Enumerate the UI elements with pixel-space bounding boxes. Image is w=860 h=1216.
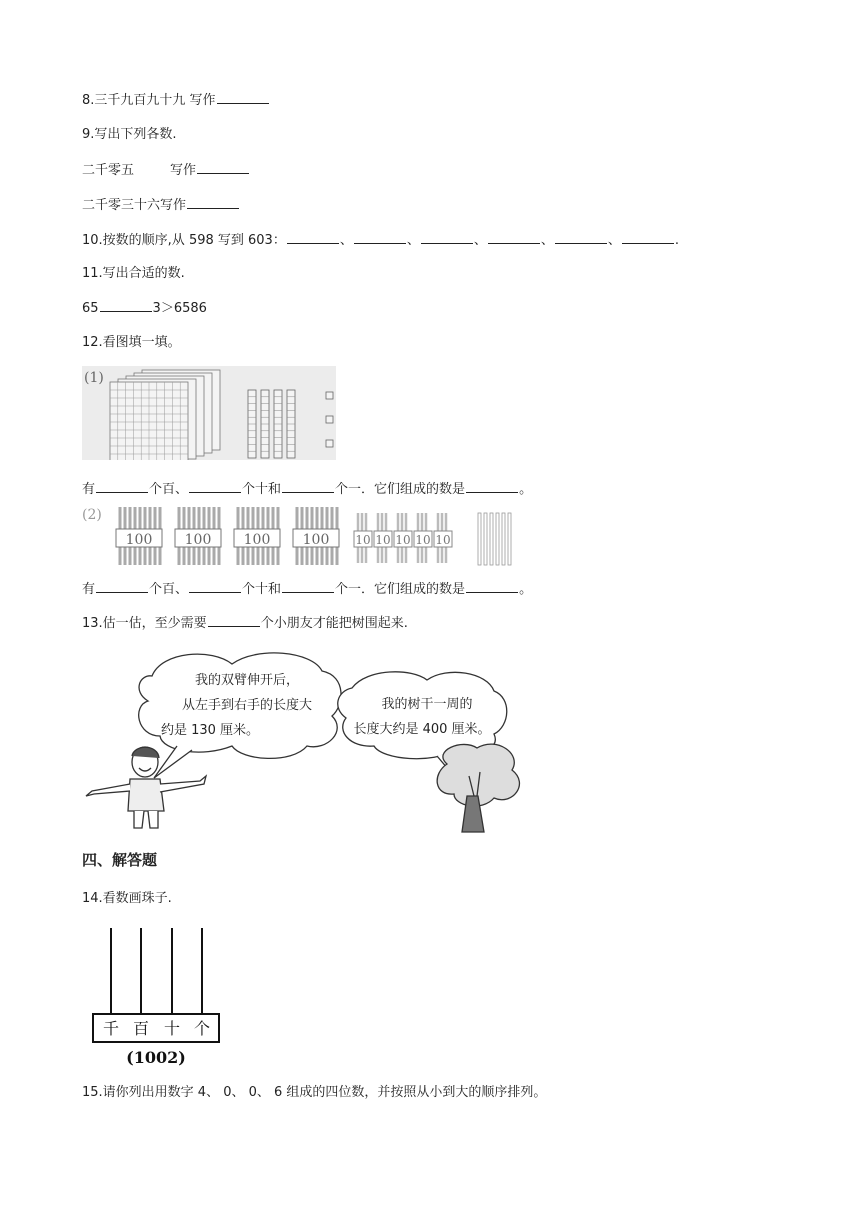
separator: 、: [607, 233, 621, 248]
boy-bubble-line-3: 约是 130 厘米。: [160, 723, 260, 738]
q9-a-write: 写作: [170, 163, 197, 178]
answer-blank[interactable]: [96, 480, 148, 493]
text: 个百、: [149, 482, 189, 497]
question-15: 15.请你列出用数字 4、 0、 0、 6 组成的四位数，并按照从小到大的顺序排列。: [82, 1085, 547, 1100]
question-13: [82, 614, 408, 633]
question-12-title: 12.看图填一填。: [82, 335, 181, 350]
answer-blank[interactable]: [96, 580, 148, 593]
single-stick: [484, 513, 487, 565]
bundle-label: 10: [375, 533, 391, 547]
question-11: [82, 299, 207, 318]
q9-b-label: 二千零三十六: [82, 198, 161, 213]
text: 有: [82, 582, 96, 597]
place-hundreds: 百: [132, 1019, 150, 1038]
q9-a-label: 二千零五: [82, 163, 135, 178]
boy-and-tree-figure: [82, 646, 532, 836]
text: 。: [519, 582, 533, 597]
ten-bundle: [394, 513, 412, 563]
text: 。: [519, 482, 533, 497]
abacus-number: (1002): [126, 1048, 186, 1067]
ten-bundle: [354, 513, 372, 563]
abacus-figure: [86, 926, 226, 1070]
bundle-label: 10: [435, 533, 451, 547]
text: 个一．它们组成的数是: [335, 582, 466, 597]
answer-blank[interactable]: [466, 580, 518, 593]
place-thousands: 千: [102, 1019, 120, 1038]
ten-bundles: [354, 513, 452, 563]
text: 个一．它们组成的数是: [335, 482, 466, 497]
bundle-label: 10: [395, 533, 411, 547]
one-cube: [326, 392, 333, 399]
boy-illustration: [86, 747, 206, 828]
question-9-a: [82, 161, 250, 180]
boy-bubble-line-2: 从左手到右手的长度大: [181, 698, 313, 713]
ten-bundle: [434, 513, 452, 563]
place-tens: 十: [163, 1019, 181, 1038]
answer-blank[interactable]: [100, 299, 152, 312]
bundle-label: 100: [184, 532, 212, 548]
ten-bundle: [414, 513, 432, 563]
answer-blank[interactable]: [208, 614, 260, 627]
one-cube: [326, 416, 333, 423]
q11-prefix: 65: [82, 301, 99, 316]
hundred-bundle: [175, 507, 221, 565]
question-9-b: [82, 196, 240, 215]
answer-blank[interactable]: [282, 480, 334, 493]
one-cube: [326, 440, 333, 447]
place-value-blocks-figure: [82, 366, 336, 460]
tree-illustration: [437, 744, 519, 832]
answer-blank[interactable]: [488, 231, 540, 244]
question-12-answer-1: [82, 480, 532, 499]
q9-b-write: 写作: [160, 198, 187, 213]
hundred-flat: [110, 382, 188, 460]
answer-blank[interactable]: [282, 580, 334, 593]
answer-blank[interactable]: [189, 480, 241, 493]
question-8: [82, 91, 270, 110]
tree-bubble-line-2: 长度大约是 400 厘米。: [353, 722, 491, 737]
text: 有: [82, 482, 96, 497]
answer-blank[interactable]: [287, 231, 339, 244]
hundred-bundle: [116, 507, 162, 565]
bundle-label: 100: [125, 532, 153, 548]
answer-blank[interactable]: [354, 231, 406, 244]
single-stick: [496, 513, 499, 565]
answer-blank[interactable]: [189, 580, 241, 593]
boy-bubble-line-1: 我的双臂伸开后，: [194, 673, 300, 688]
separator: 、: [540, 233, 554, 248]
bundle-label: 100: [243, 532, 271, 548]
stick-bundles-figure: [82, 503, 522, 569]
section-heading: 四、解答题: [82, 851, 158, 869]
single-stick: [502, 513, 505, 565]
q11-suffix: 3＞6586: [152, 301, 207, 316]
answer-blank[interactable]: [217, 91, 269, 104]
ten-rod: [274, 390, 282, 458]
ten-bundle: [374, 513, 392, 563]
separator: 、: [339, 233, 353, 248]
place-ones: 个: [193, 1019, 211, 1038]
figure-2-label: (2): [82, 507, 102, 523]
answer-blank[interactable]: [622, 231, 674, 244]
single-stick: [490, 513, 493, 565]
text: 个十和: [242, 482, 282, 497]
q8-text: 8.三千九百九十九 写作: [82, 93, 216, 108]
answer-blank[interactable]: [555, 231, 607, 244]
q13-text-b: 个小朋友才能把树围起来.: [260, 616, 408, 631]
hundred-blocks: [110, 370, 220, 460]
single-stick: [508, 513, 511, 565]
separator: 、: [406, 233, 420, 248]
answer-blank[interactable]: [421, 231, 473, 244]
q13-text-a: 13.估一估，至少需要: [82, 616, 207, 631]
bundle-label: 100: [302, 532, 330, 548]
hundred-bundle: [293, 507, 339, 565]
question-10: [82, 231, 679, 250]
bundle-label: 10: [415, 533, 431, 547]
ten-rod: [287, 390, 295, 458]
period: .: [674, 233, 680, 248]
answer-blank[interactable]: [187, 196, 239, 209]
question-11-title: 11.写出合适的数.: [82, 266, 185, 281]
single-stick: [478, 513, 481, 565]
question-9-title: 9.写出下列各数.: [82, 127, 177, 142]
answer-blank[interactable]: [197, 161, 249, 174]
tree-bubble-line-1: 我的树干一周的: [381, 697, 473, 712]
separator: 、: [473, 233, 487, 248]
ten-rod: [248, 390, 256, 458]
ten-rod: [261, 390, 269, 458]
hundred-bundles: [116, 507, 339, 565]
question-14-title: 14.看数画珠子.: [82, 891, 172, 906]
text: 个百、: [149, 582, 189, 597]
figure-1-label: (1): [84, 370, 104, 386]
text: 个十和: [242, 582, 282, 597]
q10-text: 10.按数的顺序,从 598 写到 603：: [82, 233, 286, 248]
answer-blank[interactable]: [466, 480, 518, 493]
bundle-label: 10: [355, 533, 371, 547]
question-12-answer-2: [82, 580, 532, 599]
single-sticks: [478, 513, 511, 565]
hundred-bundle: [234, 507, 280, 565]
